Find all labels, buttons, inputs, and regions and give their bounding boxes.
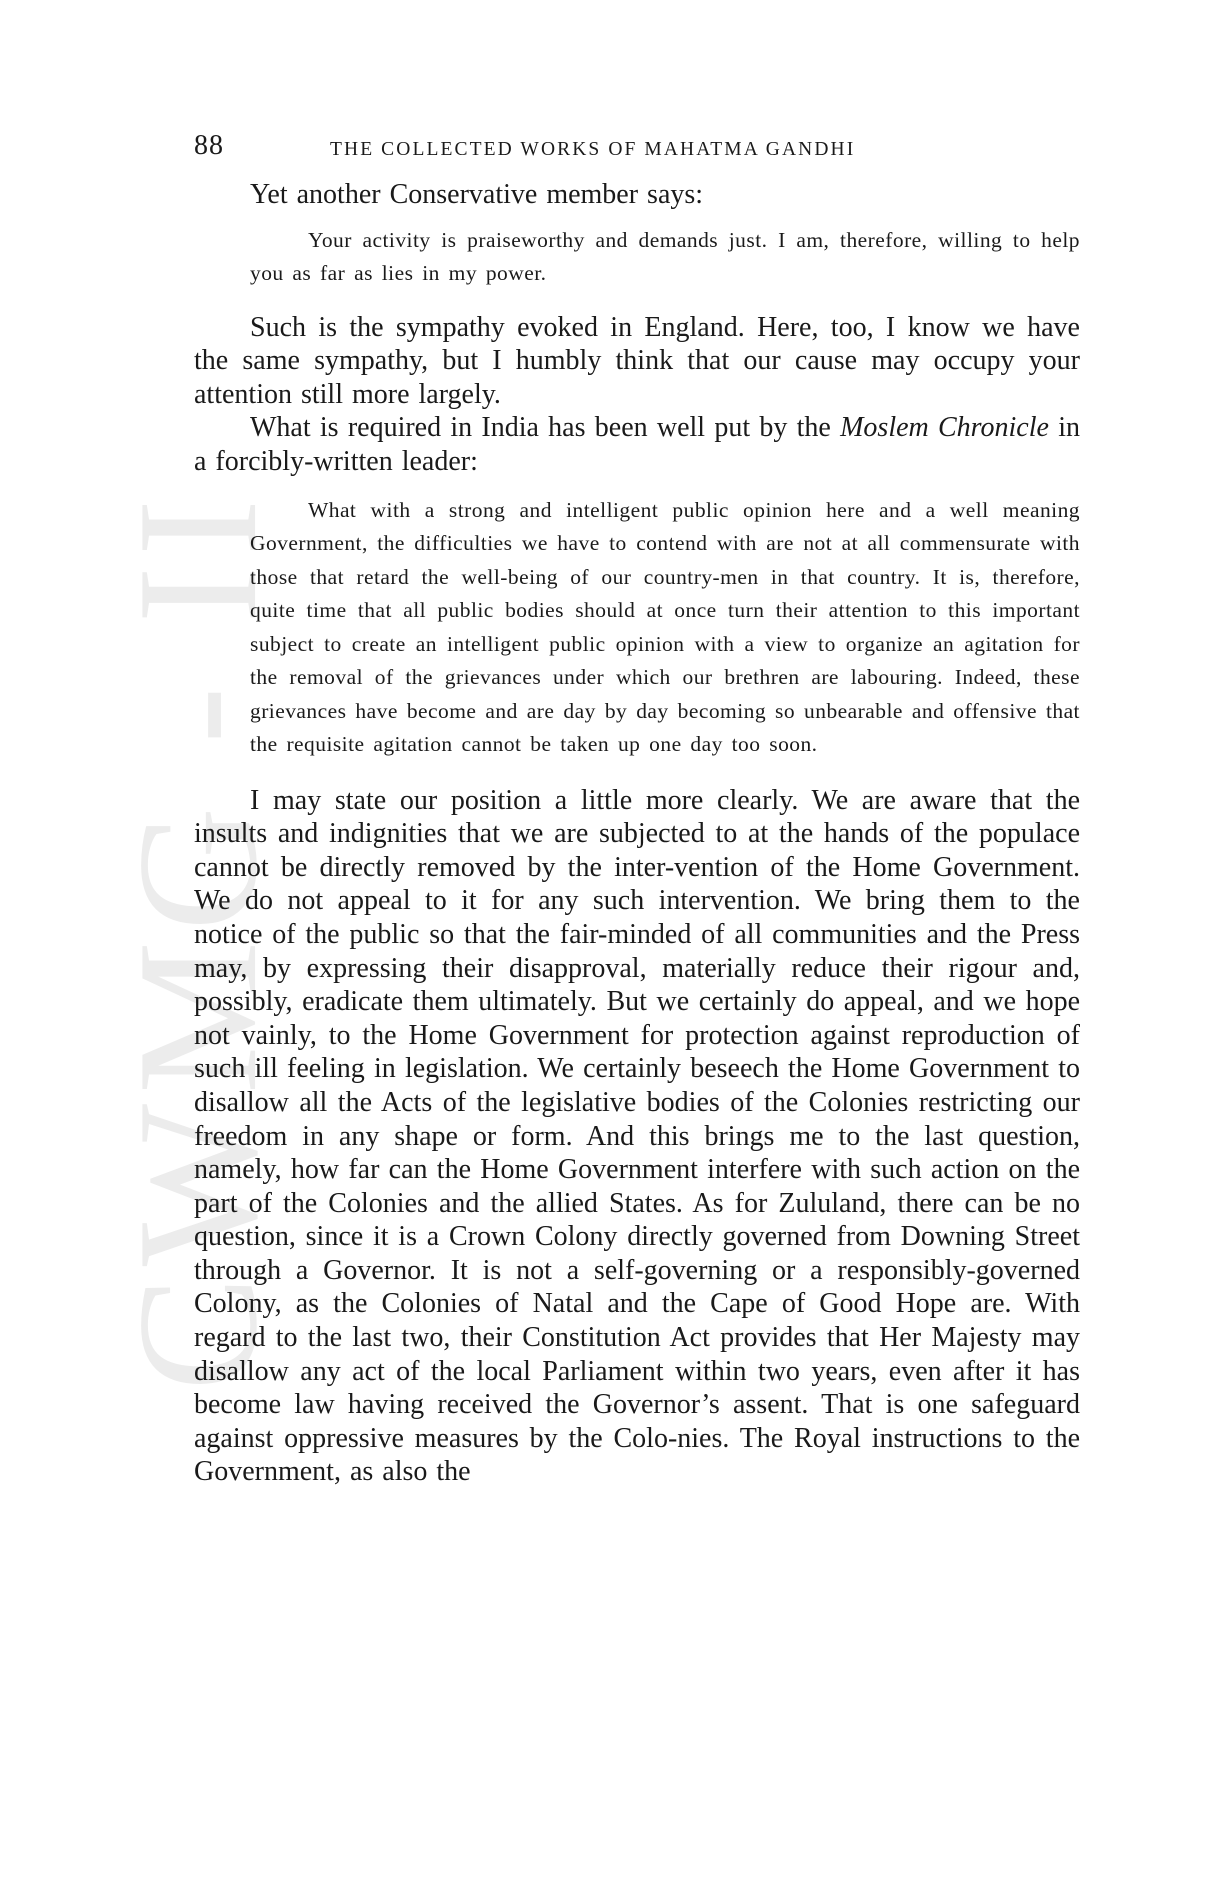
paragraph-moslem-chronicle-lead: What is required in India has been well put by the <box>250 412 841 444</box>
publication-title: Moslem Chronicle <box>840 412 1049 444</box>
body-text <box>194 178 1080 1489</box>
page-number: 88 <box>194 130 224 161</box>
block-quote-member: Your activity is praiseworthy and demands just. I am, therefore, willing to help you as far as lies in my power. <box>250 227 1080 286</box>
paragraph-sympathy: Such is the sympathy evoked in England. Here, too, I know we have the same sympathy, but I humbly think that our cause may occupy your attention still more largely. <box>194 311 1080 410</box>
watermark-text: CWMG - II <box>103 488 294 1392</box>
running-title: THE COLLECTED WORKS OF MAHATMA GANDHI <box>330 139 856 160</box>
paragraph-intro: Yet another Conservative member says: <box>250 179 704 210</box>
paragraph-position: I may state our position a little more clearly. We are aware that the insults and indignities that we are subjected to at the hands of the populace cannot be directly removed by the inter-vention of the Home Government. We do not appeal to it for any such intervention. We bring them to the notice of the public so that the fair-minded of all communities and the Press may, by expressing their disapproval, materially reduce their rigour and, possibly, eradicate them ultimately. But we certainly do appeal, and we hope not vainly, to the Home Government for protection against reproduction of such ill feeling in legislation. We certainly beseech the Home Government to disallow all the Acts of the legislative bodies of the Colonies restricting our freedom in any shape or form. And this brings me to the last question, namely, how far can the Home Government interfere with such action on the part of the Colonies and the allied States. As for Zululand, there can be no question, since it is a Crown Colony directly governed from Downing Street through a Governor. It is not a self-governing or a responsibly-governed Colony, as the Colonies of Natal and the Cape of Good Hope are. With regard to the last two, their Constitution Act provides that Her Majesty may disallow any act of the local Parliament within two years, even after it has become law having received the Governor’s assent. That is one safeguard against oppressive measures by the Colo-nies. The Royal instructions to the Government, as also the <box>194 784 1080 1488</box>
page-header <box>194 126 1080 166</box>
block-quote-leader: What with a strong and intelligent public opinion here and a well meaning Government, the difficulties we have to contend with are not at all commensurate with those that retard the well-being of our country-men in that country. It is, therefore, quite time that all public bodies should at once turn their attention to this important subject to create an intelligent public opinion with a view to organize an agitation for the removal of the grievances under which our brethren are labouring. Indeed, these grievances have become and are day by day becoming so unbearable and offensive that the requisite agitation cannot be taken up one day too soon. <box>250 497 1080 757</box>
paragraph-moslem-chronicle-tail: in a forcibly-written leader: <box>194 412 1080 477</box>
paragraph-moslem-chronicle <box>194 411 1080 478</box>
